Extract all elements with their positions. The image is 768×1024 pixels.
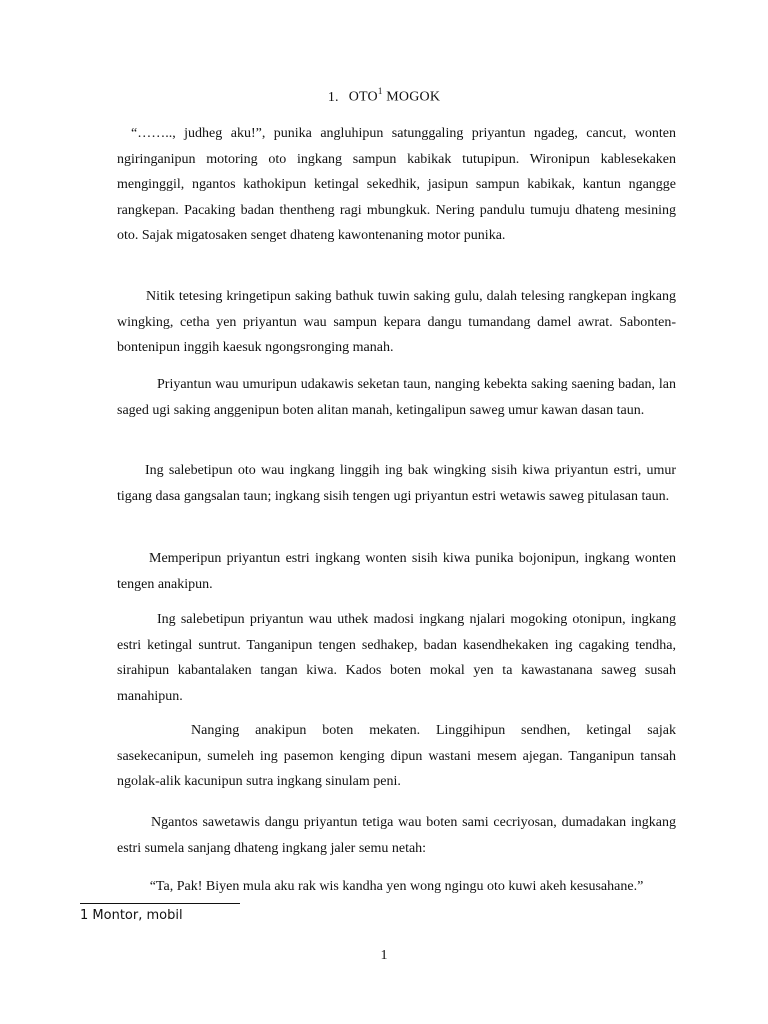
paragraph-4: Ing salebetipun oto wau ingkang linggih ing bak wingking sisih kiwa priyantun estri, umur tigang dasa gangsalan taun; ingkang sisih tengen ugi priyantun estri wetawis saweg pitulasan taun. [117,463,676,504]
footnote-reference[interactable]: 1 [377,86,383,96]
paragraph-7: Nanging anakipun boten mekaten. Linggihipun sendhen, ketingal sajak sasekecanipun, sumeleh ing pasemon kenging dipun wastani mesem ajegan. Tanganipun tansah ngolak-alik kacunipun sutra ingkang sinulam peni. [117,723,676,789]
chapter-title-rest: MOGOK [386,89,441,105]
paragraph-8: Ngantos sawetawis dangu priyantun tetiga wau boten sami cecriyosan, dumadakan ingkang estri sumela sanjang dhateng ingkang jaler semu netah: [117,815,676,856]
paragraph-1: “…….., judheg aku!”, punika angluhipun satunggaling priyantun ngadeg, cancut, wonten ngiringanipun motoring oto ingkang sampun kabikak tutupipun. Wironipun kablesekaken menginggil, ngantos kathokipun ketingal sekedhik, jasipun sampun kabikak, kantun ngangge rangkepan. Pacaking badan thentheng ragi mbungkuk. Nering pandulu tumuju dhateng mesining oto. Sajak migatosaken senget dhateng kawontenaning motor punika. [117,126,676,243]
paragraph-5: Memperipun priyantun estri ingkang wonten sisih kiwa punika bojonipun, ingkang wonten tengen anakipun. [117,551,676,592]
chapter-title-word: OTO [348,89,378,105]
paragraph-2: Nitik tetesing kringetipun saking bathuk tuwin saking gulu, dalah telesing rangkepan ingkang wingking, cetha yen priyantun wau sampun kepara dangu tumandang damel awrat. Sabonten-bontenipun inggih kaesuk ngongsronging manah. [117,289,676,355]
chapter-title [0,87,768,106]
footnote: 1 Montor, mobil [80,908,183,923]
paragraph-3: Priyantun wau umuripun udakawis seketan taun, nanging kebekta saking saening badan, lan saged ugi saking anggenipun boten alitan manah, ketingalipun saweg umur kawan dasan taun. [117,377,676,418]
chapter-number: 1. [327,89,339,105]
footnote-separator [80,903,240,904]
page-number: 1 [380,948,388,963]
dialogue-quote: “Ta, Pak! Biyen mula aku rak wis kandha yen wong ngingu oto kuwi akeh kesusahane.” [149,879,644,894]
paragraph-6: Ing salebetipun priyantun wau uthek madosi ingkang njalari mogoking otonipun, ingkang estri ketingal suntrut. Tanganipun tengen sedhakep, badan kasendhekaken ing cagaking tendha, sirahipun kabantalaken tangan kiwa. Kados boten mokal yen ta kawastanana saweg susah manahipun. [117,612,676,704]
